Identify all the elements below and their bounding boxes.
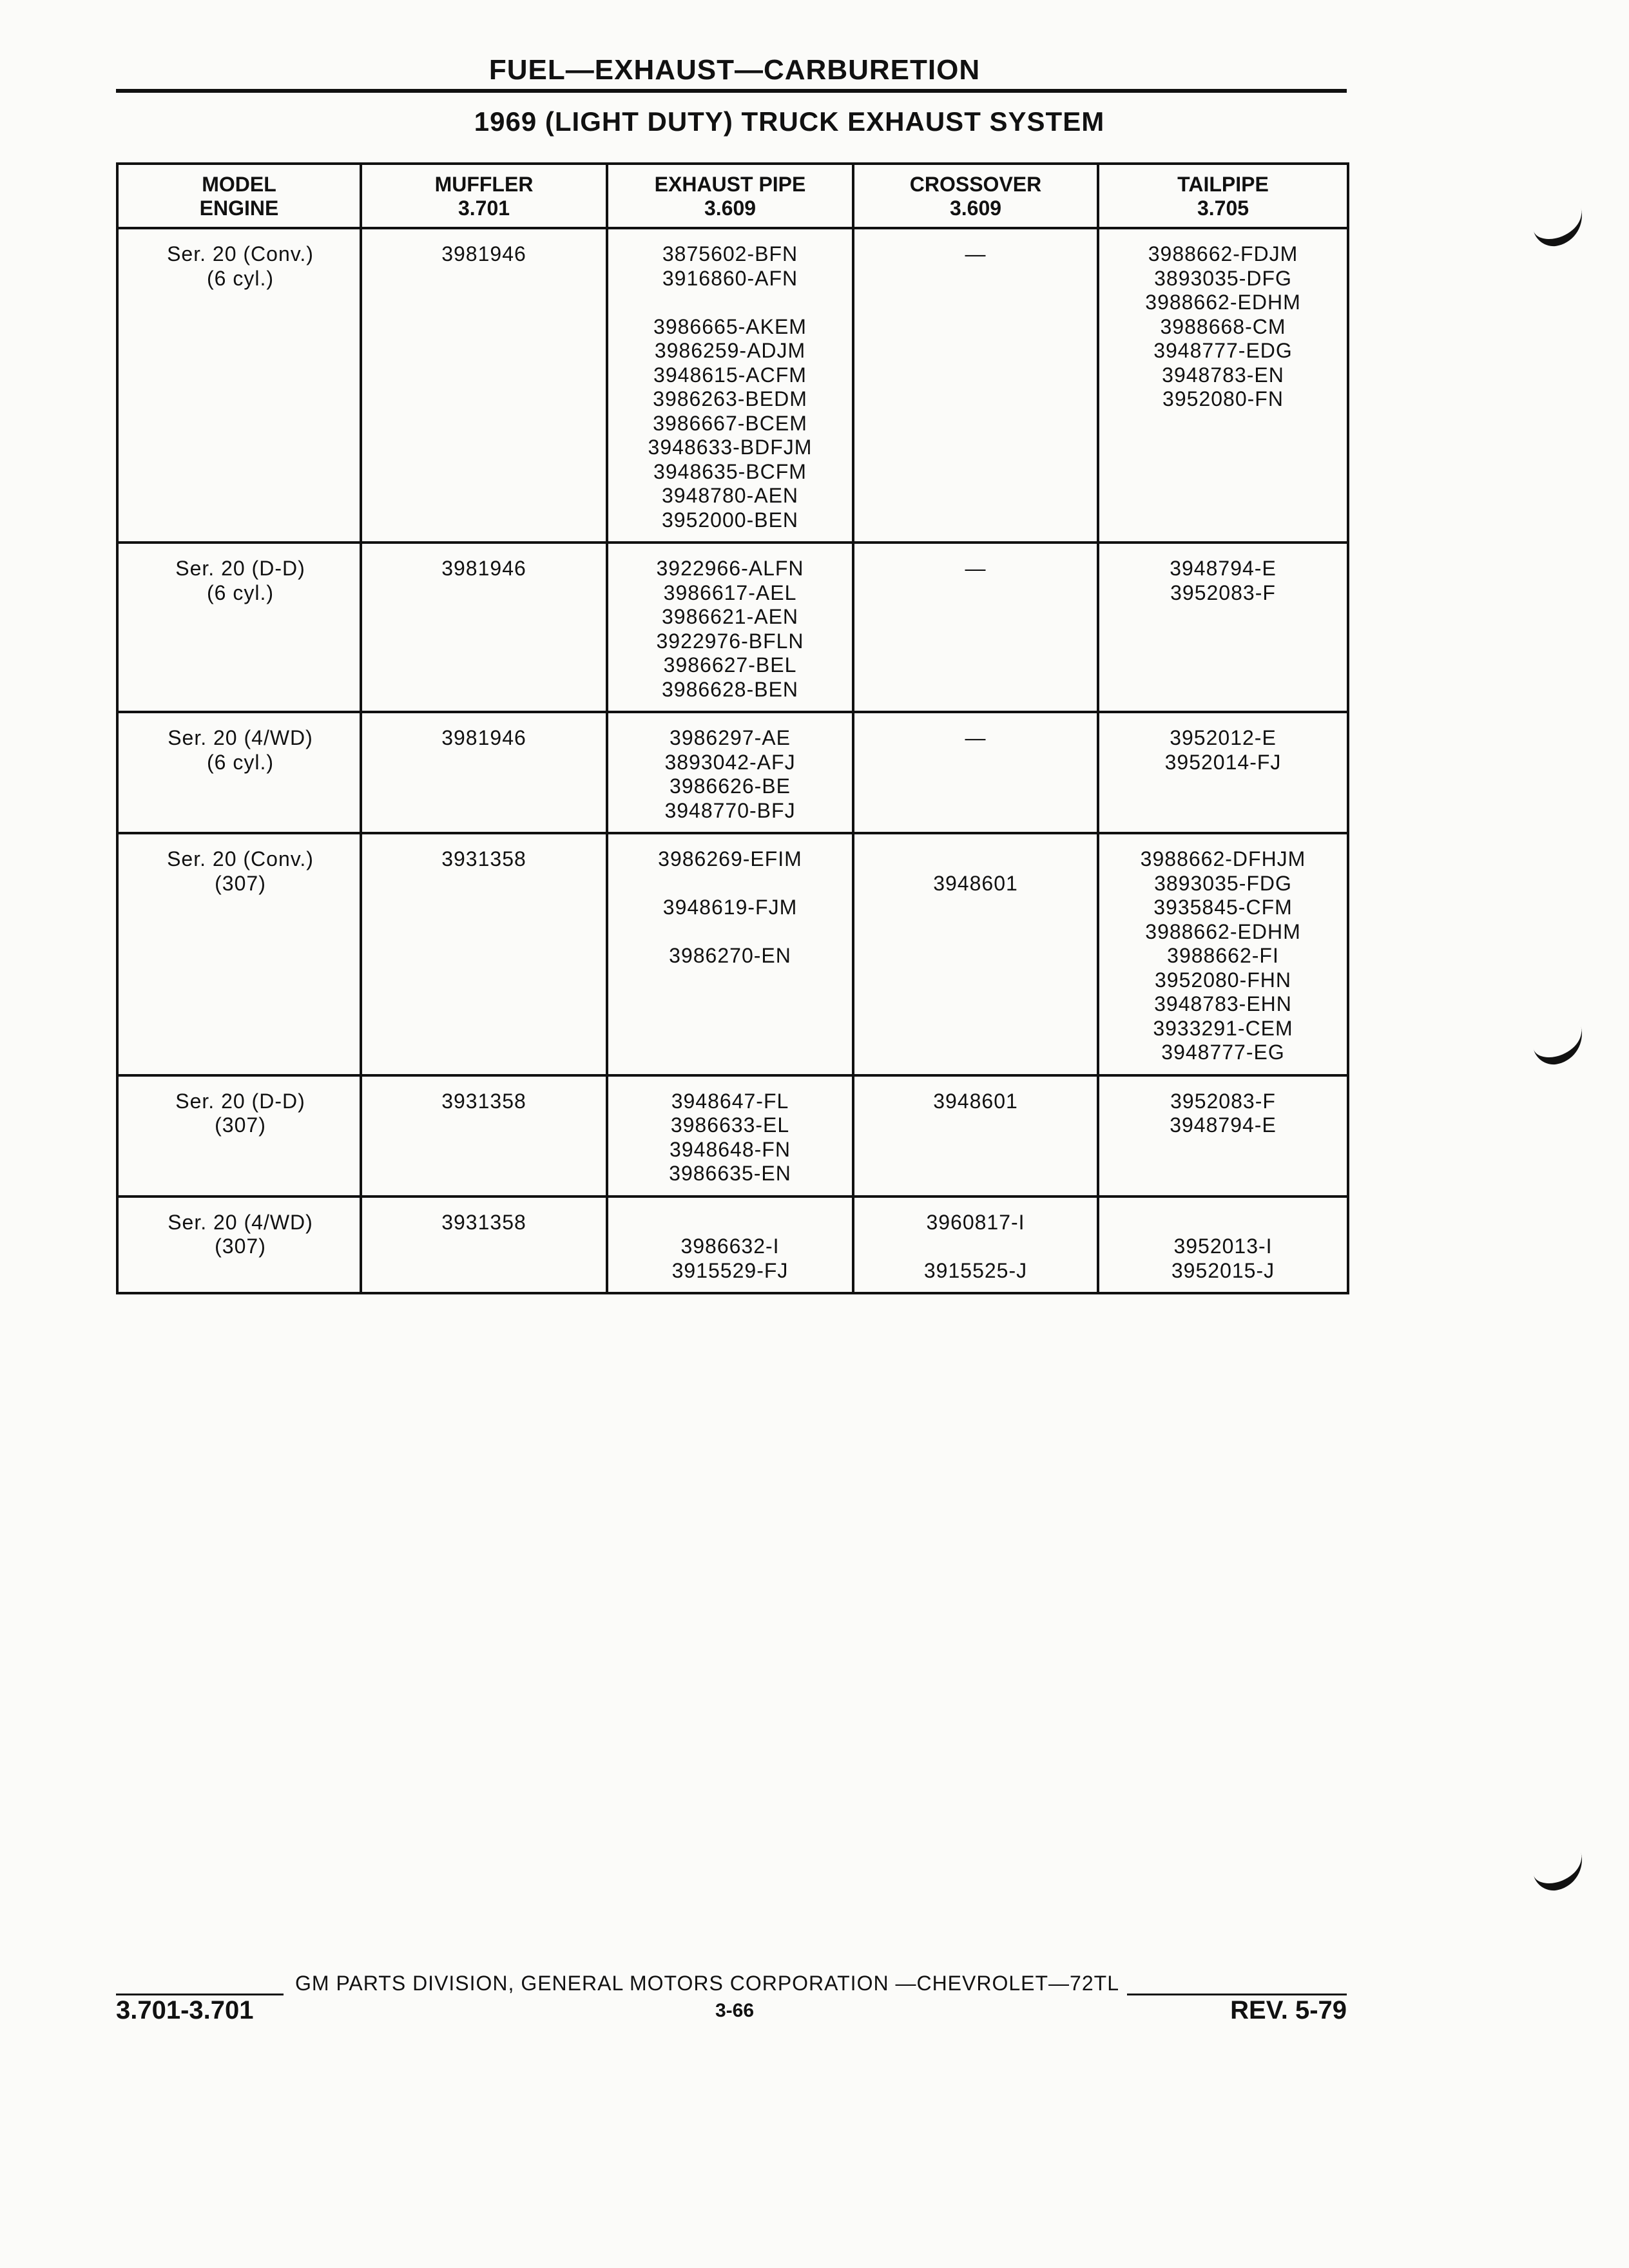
table-row [117,833,1348,1075]
cell-line: 3986617-AEL [663,581,797,604]
footer-publisher-line [116,1972,1347,1995]
cell-line: 3986621-AEN [661,605,799,628]
cell-line: 3952012-E [1170,726,1277,749]
cell-line: 3988668-CM [1160,314,1286,338]
exhaust-pipe-cell [607,1075,853,1196]
cell-line: 3948635-BCFM [653,459,807,483]
cell-line: 3.701 [458,197,510,220]
cell-line: (307) [215,1235,266,1258]
cell-line: 3.609 [949,197,1002,220]
cell-line: 3933291-CEM [1153,1016,1293,1040]
cell-line: 3988662-EDHM [1145,291,1301,314]
cell-line: 3988662-EDHM [1145,919,1301,943]
footer-revision: REV. 5-79 [1230,1996,1347,2024]
cell-line: 3948794-E [1170,557,1277,580]
binder-hole-mark-bottom [1530,1850,1588,1895]
column-header-tailpipe [1098,164,1348,228]
blank-line [1099,1211,1347,1235]
cell-line: (307) [215,1113,266,1137]
cell-line: CROSSOVER [909,173,1042,196]
cell-line: 3915529-FJ [671,1258,789,1282]
exhaust-pipe-cell [607,833,853,1075]
blank-line [854,847,1097,872]
cell-line: Ser. 20 (D-D) [175,1089,305,1113]
cell-line: 3935845-CFM [1153,896,1293,919]
cell-line: MODEL [202,173,276,196]
cell-line: TAILPIPE [1177,173,1269,196]
exhaust-pipe-cell [607,543,853,712]
cell-line: 3931358 [441,847,526,870]
crossover-cell [853,1075,1098,1196]
footer-group-range: 3.701-3.701 [116,1996,254,2024]
cell-line: 3986269-EFIM [658,847,802,870]
cell-line: EXHAUST PIPE [654,173,806,196]
cell-line: 3986627-BEL [663,653,797,677]
blank-line [608,872,852,896]
blank-line [608,920,852,945]
exhaust-pipe-cell [607,228,853,543]
crossover-cell [853,1196,1098,1294]
cell-line: 3.609 [704,197,757,220]
section-title: FUEL—EXHAUST—CARBURETION [488,54,981,86]
muffler-cell [361,543,607,712]
tailpipe-cell [1098,712,1348,833]
cell-line: 3981946 [441,726,526,749]
column-header-muffler [361,164,607,228]
cell-line: 3986270-EN [669,944,791,967]
cell-line: — [965,242,987,265]
muffler-cell [361,1196,607,1294]
cell-line: 3986263-BEDM [653,387,807,410]
crossover-cell [853,712,1098,833]
model-engine-cell [117,1196,361,1294]
table-row [117,1075,1348,1196]
tailpipe-cell [1098,833,1348,1075]
footer-rule-right [1127,1977,1347,1995]
cell-line: 3948780-AEN [661,484,799,507]
cell-line: 3952015-J [1171,1258,1275,1282]
cell-line: 3948783-EHN [1154,992,1292,1015]
blank-line [608,291,852,315]
column-header-crossover [853,164,1098,228]
table-body [117,228,1348,1293]
blank-line [608,1211,852,1235]
cell-line: ENGINE [199,197,279,220]
footer-rule-left [116,1977,284,1995]
cell-line: (307) [215,871,266,895]
cell-line: 3875602-BFN [662,242,798,265]
cell-line: 3981946 [441,557,526,580]
cell-line: 3948777-EG [1161,1041,1285,1064]
cell-line: 3915525-J [923,1258,1028,1282]
cell-line: 3986667-BCEM [653,411,807,435]
tailpipe-cell [1098,228,1348,543]
cell-line: 3988662-DFHJM [1140,847,1306,870]
binder-hole-mark-top [1530,206,1588,251]
cell-line: 3948648-FN [670,1137,791,1161]
cell-line: 3948794-E [1170,1113,1277,1137]
cell-line: 3948619-FJM [662,896,798,919]
cell-line: 3948647-FL [671,1089,789,1113]
cell-line: 3922976-BFLN [656,629,804,653]
cell-line: (6 cyl.) [207,750,274,774]
section-rule [116,89,1347,93]
footer-page-number: 3-66 [715,2000,755,2021]
exhaust-parts-table [116,162,1349,1294]
cell-line: 3948633-BDFJM [648,436,813,459]
muffler-cell [361,833,607,1075]
cell-line: 3986297-AE [670,726,791,749]
cell-line: 3948601 [933,871,1018,895]
model-engine-cell [117,1075,361,1196]
crossover-cell [853,543,1098,712]
cell-line: 3922966-ALFN [656,557,804,580]
cell-line: 3986633-EL [670,1113,790,1137]
cell-line: Ser. 20 (4/WD) [168,1210,313,1234]
cell-line: MUFFLER [434,173,534,196]
cell-line: Ser. 20 (4/WD) [168,726,313,749]
cell-line: Ser. 20 (D-D) [175,557,305,580]
cell-line: 3986632-I [680,1235,780,1258]
model-engine-cell [117,833,361,1075]
cell-line: 3952014-FJ [1164,750,1282,774]
cell-line: 3948777-EDG [1153,339,1293,362]
cell-line: — [965,557,987,580]
cell-line: (6 cyl.) [207,581,274,604]
table-row [117,228,1348,543]
cell-line: 3988662-FDJM [1148,242,1298,265]
tailpipe-cell [1098,543,1348,712]
cell-line: — [965,726,987,749]
muffler-cell [361,228,607,543]
cell-line: 3986259-ADJM [654,339,806,362]
footer-publisher: GM PARTS DIVISION, GENERAL MOTORS CORPORATION —CHEVROLET—72TL [295,1972,1119,1995]
cell-line: 3981946 [441,242,526,265]
cell-line: 3952013-I [1173,1235,1273,1258]
cell-line: 3986635-EN [669,1162,791,1185]
column-header-exhaust-pipe [607,164,853,228]
blank-line [854,1235,1097,1259]
tailpipe-cell [1098,1075,1348,1196]
cell-line: 3916860-AFN [662,266,798,290]
table-row [117,1196,1348,1294]
cell-line: 3893035-DFG [1154,266,1292,290]
cell-line: 3893035-FDG [1154,871,1292,895]
cell-line: 3952000-BEN [661,508,799,532]
model-engine-cell [117,543,361,712]
cell-line: 3952083-F [1170,581,1276,604]
cell-line: Ser. 20 (Conv.) [167,242,314,265]
cell-line: 3948601 [933,1089,1018,1113]
cell-line: Ser. 20 (Conv.) [167,847,314,870]
cell-line: 3.705 [1197,197,1249,220]
cell-line: 3893042-AFJ [664,750,796,774]
cell-line: 3948615-ACFM [653,363,807,387]
table-row [117,543,1348,712]
crossover-cell [853,228,1098,543]
cell-line: 3952080-FN [1162,387,1284,410]
model-engine-cell [117,712,361,833]
cell-line: 3986628-BEN [661,677,799,701]
muffler-cell [361,712,607,833]
cell-line: 3960817-I [926,1210,1025,1234]
cell-line: 3931358 [441,1210,526,1234]
table-header-row [117,164,1348,228]
crossover-cell [853,833,1098,1075]
cell-line: (6 cyl.) [207,266,274,290]
cell-line: 3948783-EN [1162,363,1284,387]
model-engine-cell [117,228,361,543]
tailpipe-cell [1098,1196,1348,1294]
muffler-cell [361,1075,607,1196]
cell-line: 3931358 [441,1089,526,1113]
page-title: 1969 (LIGHT DUTY) TRUCK EXHAUST SYSTEM [474,106,1105,137]
cell-line: 3948770-BFJ [664,798,796,822]
cell-line: 3952083-F [1170,1089,1276,1113]
exhaust-pipe-cell [607,712,853,833]
table-row [117,712,1348,833]
cell-line: 3986626-BE [670,774,791,798]
cell-line: 3986665-AKEM [653,314,807,338]
binder-hole-mark-middle [1530,1024,1588,1069]
cell-line: 3988662-FI [1167,944,1279,967]
cell-line: 3952080-FHN [1155,968,1291,992]
exhaust-pipe-cell [607,1196,853,1294]
column-header-model-engine [117,164,361,228]
